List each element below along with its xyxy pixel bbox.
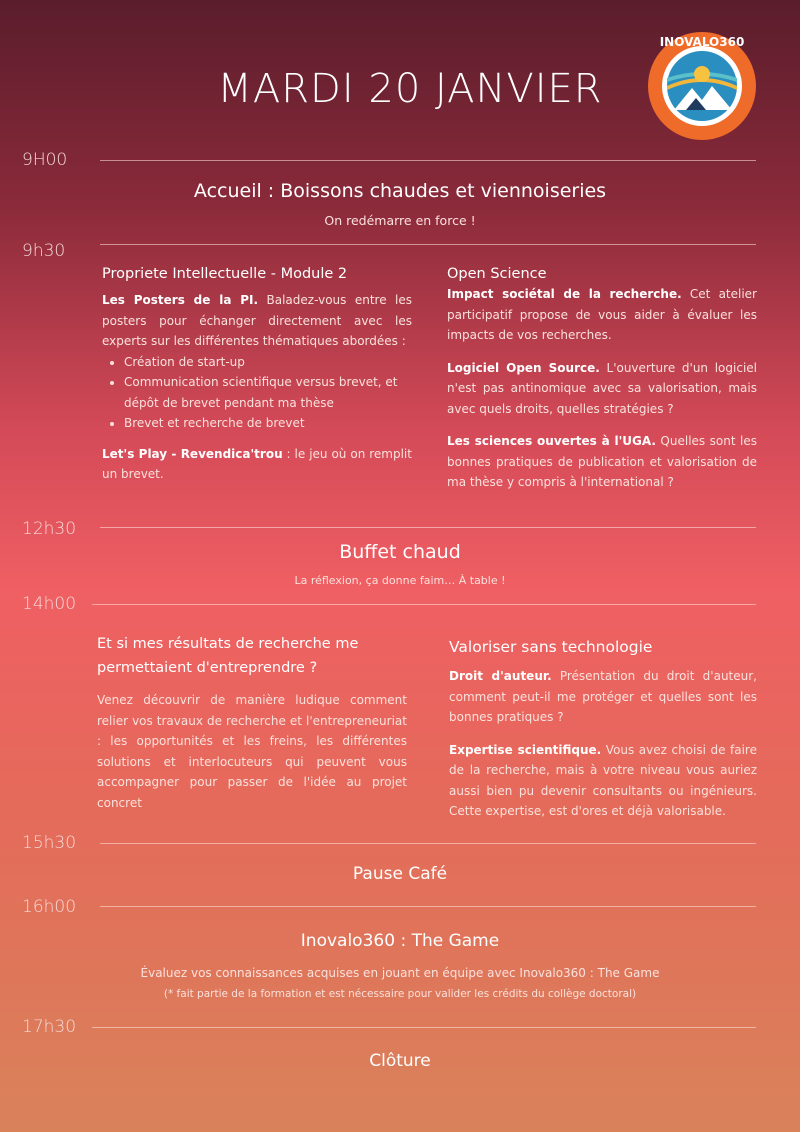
- session-open-science: [447, 266, 757, 493]
- slot-subtitle: On redémarre en force !: [324, 213, 476, 228]
- slot-heading: Buffet chaud: [339, 541, 461, 563]
- time-12h30: 12h30: [22, 519, 77, 539]
- session-text: Droit d'auteur. Présentation du droit d'auteur, comment peut-il me protéger et quelles sont les bonnes pratiques ?: [449, 669, 757, 724]
- slot-subtitle: La réflexion, ça donne faim… À table !: [294, 574, 506, 587]
- slot-heading: Clôture: [369, 1051, 431, 1071]
- divider: [100, 160, 756, 161]
- time-14h00: 14h00: [22, 594, 77, 614]
- session-text: Les sciences ouvertes à l'UGA. Quelles sont les bonnes pratiques de publication et valorisation de ma thèse y compris à l'international ?: [447, 434, 757, 489]
- list-item: • Communication scientifique versus brevet, et dépôt de brevet pendant ma thèse: [124, 372, 412, 413]
- list-item: • Brevet et recherche de brevet: [124, 413, 412, 434]
- time-17h30: 17h30: [22, 1017, 77, 1037]
- session-text: Expertise scientifique. Vous avez choisi de faire de la recherche, mais à votre niveau vous auriez aussi bien pu devenir consultants ou ingénieurs. Cette expertise, est d'ores et déjà valorisable.: [449, 742, 757, 818]
- session-text: Impact sociétal de la recherche. Cet atelier participatif propose de vous aider à évaluer les impacts de vos recherches.: [447, 287, 757, 342]
- session-title: Et si mes résultats de recherche me permettaient d'entreprendre ?: [97, 636, 359, 676]
- divider: [92, 604, 756, 605]
- divider: [92, 1027, 756, 1028]
- session-text: Let's Play - Revendica'trou : le jeu où on remplit un brevet.: [102, 446, 412, 481]
- session-text: Logiciel Open Source. L'ouverture d'un logiciel n'est pas antinomique avec sa valorisation, mais avec quels droits, quelles stratégies ?: [447, 360, 757, 416]
- slot-heading: Pause Café: [352, 864, 448, 884]
- inovalo360-logo: [646, 30, 758, 142]
- slot-subtitle: Évaluez vos connaissances acquises en jouant en équipe avec Inovalo360 : The Game: [140, 966, 660, 980]
- divider: [100, 906, 756, 907]
- page-title: MARDI 20 JANVIER: [217, 66, 603, 112]
- session-pi: [102, 266, 412, 485]
- slot-note: (* fait partie de la formation et est nécessaire pour valider les crédits du collège doctoral): [163, 988, 637, 1000]
- list-item: • Création de start-up: [124, 352, 412, 373]
- session-text: Venez découvrir de manière ludique comment relier vos travaux de recherche et l'entrepreneuriat : les opportunités et les freins, les différentes solutions et interlocuteurs qui peuvent vous accompagner pour passer de l'idée au projet concret: [97, 693, 407, 810]
- session-title: Open Science: [447, 266, 547, 282]
- topic-list: [102, 352, 412, 434]
- session-title: Propriete Intellectuelle - Module 2: [102, 266, 348, 282]
- session-title: Valoriser sans technologie: [449, 638, 653, 656]
- divider: [100, 527, 756, 528]
- time-9h30: 9h30: [22, 241, 66, 261]
- session-text: Les Posters de la PI. Baladez-vous entre les posters pour échanger directement avec les experts sur les différentes thématiques abordées :: [102, 293, 413, 348]
- divider: [100, 244, 756, 245]
- divider: [100, 843, 756, 844]
- session-entreprendre: [97, 632, 407, 813]
- time-15h30: 15h30: [22, 833, 77, 853]
- session-valoriser: [449, 638, 757, 822]
- slot-heading: Accueil : Boissons chaudes et viennoiseries: [193, 180, 607, 202]
- slot-heading: Inovalo360 : The Game: [300, 931, 500, 951]
- time-9h00: 9H00: [22, 150, 68, 170]
- logo-text: INOVALO360: [659, 35, 745, 49]
- time-16h00: 16h00: [22, 897, 77, 917]
